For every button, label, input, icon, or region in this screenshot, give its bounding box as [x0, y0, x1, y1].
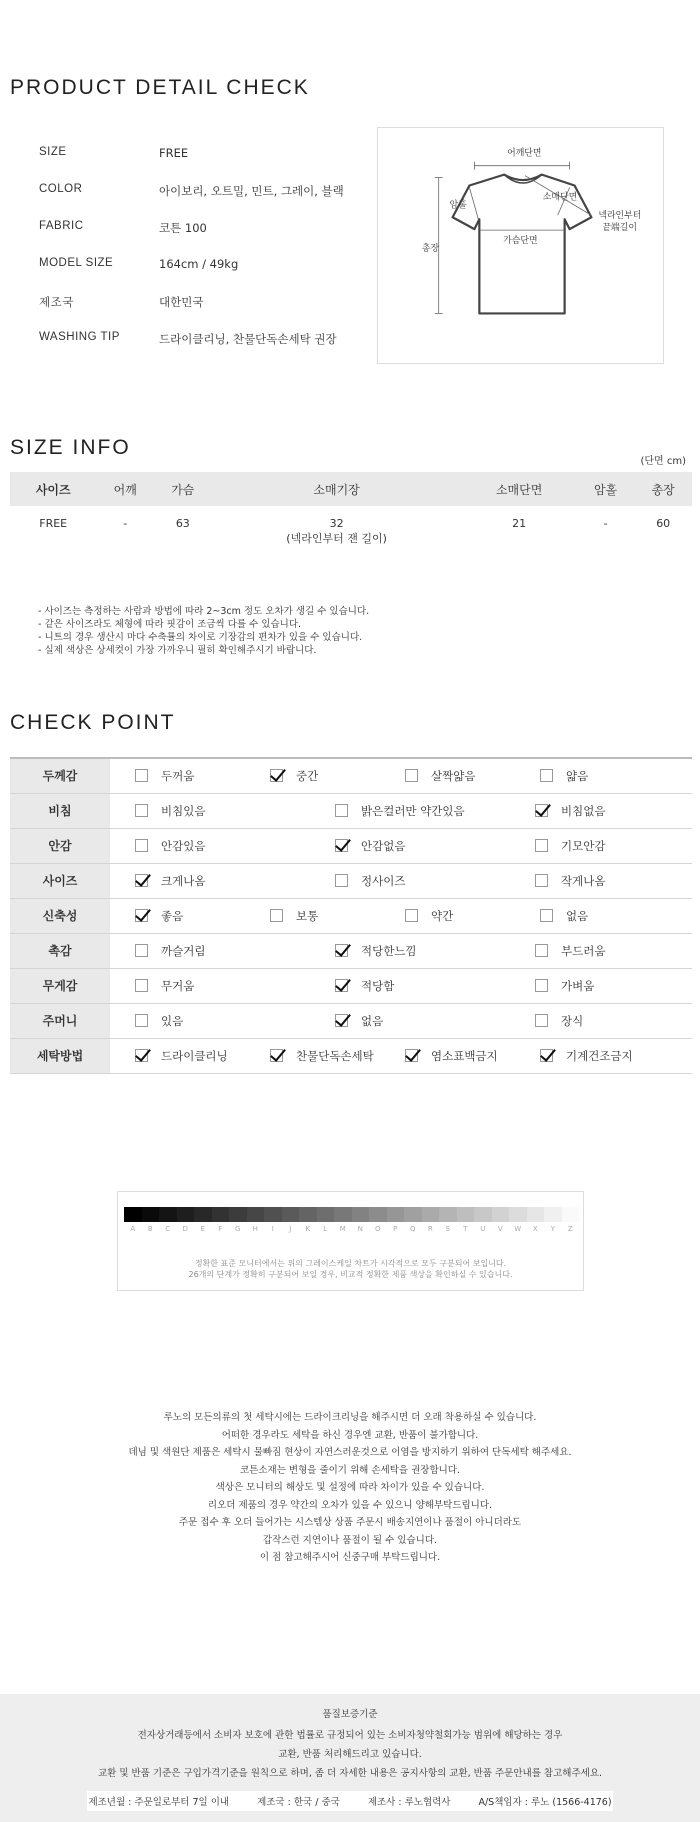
check-option[interactable] [535, 873, 605, 889]
detail-row-model-size [39, 257, 369, 277]
detail-value: 아이보리, 오트밀, 민트, 그레이, 블랙 [159, 184, 344, 198]
size-header-length: 총장 [634, 472, 692, 506]
grayscale-swatch [404, 1207, 422, 1222]
grayscale-swatch [124, 1207, 142, 1222]
tshirt-measurement-diagram [377, 127, 664, 364]
check-option-label: 안감있음 [161, 838, 206, 853]
check-row [10, 1003, 692, 1038]
check-option-label: 없음 [361, 1013, 384, 1028]
grayscale-letter: J [289, 1225, 292, 1233]
check-option[interactable] [135, 838, 205, 854]
size-notes [38, 605, 369, 657]
footer-manufacturer: 제조사 : 루노협력사 [367, 1797, 451, 1808]
check-row-label: 촉감 [10, 933, 110, 968]
check-row [10, 933, 692, 968]
grayscale-letter: F [218, 1225, 223, 1233]
grayscale-letter: R [427, 1225, 433, 1233]
checkbox-empty-icon[interactable] [535, 1014, 548, 1027]
check-option-label: 장식 [561, 1013, 584, 1028]
table-row [10, 506, 692, 556]
grayscale-swatch [247, 1207, 265, 1222]
check-option[interactable] [405, 768, 475, 784]
grayscale-caption-line: 26개의 단계가 정확히 구분되어 보일 경우, 비교적 정확한 제품 색상을 확인하실 수 있습니다. [188, 1270, 513, 1279]
grayscale-letter: H [252, 1225, 258, 1233]
grayscale-letter: A [130, 1225, 136, 1233]
grayscale-swatch [299, 1207, 317, 1222]
size-note: - 같은 사이즈라도 체형에 따라 핏감이 조금씩 다를 수 있습니다. [38, 619, 302, 630]
checkbox-empty-icon[interactable] [135, 804, 148, 817]
size-header-sleeve-width: 소매단면 [462, 472, 577, 506]
detail-label: 제조국 [39, 297, 74, 309]
check-row-options [110, 1038, 692, 1073]
check-row-label: 사이즈 [10, 863, 110, 898]
check-row [10, 758, 692, 793]
checkbox-empty-icon[interactable] [405, 909, 418, 922]
footer-line: 교환 및 반품 기준은 구입가격기준을 원칙으로 하며, 좀 더 자세한 내용은 공지사항의 교환, 반품 주문안내를 참고해주세요. [97, 1768, 603, 1779]
grayscale-caption [118, 1258, 583, 1280]
check-option[interactable] [135, 1013, 183, 1029]
grayscale-caption-line: 정확한 표준 모니터에서는 위의 그레이스케일 차트가 시각적으로 모두 구분되어 보입니다. [194, 1259, 507, 1268]
checkbox-empty-icon[interactable] [540, 909, 553, 922]
grayscale-letter: M [339, 1225, 346, 1233]
footer-as-contact: A/S책임자 : 루노 (1566-4176) [478, 1797, 612, 1808]
check-row-options [110, 793, 692, 828]
grayscale-letter: T [463, 1225, 468, 1233]
check-option-label: 살짝얇음 [431, 768, 476, 783]
check-option-label: 얇음 [566, 768, 589, 783]
check-option[interactable] [335, 838, 405, 854]
grayscale-letter: B [147, 1225, 153, 1233]
checkbox-empty-icon[interactable] [135, 979, 148, 992]
grayscale-letter: L [323, 1225, 328, 1233]
grayscale-letter: P [393, 1225, 398, 1233]
care-line: 색상은 모니터의 해상도 및 설정에 따라 차이가 있을 수 있습니다. [215, 1482, 485, 1493]
checkbox-empty-icon[interactable] [135, 839, 148, 852]
check-row [10, 828, 692, 863]
check-point-title: CHECK POINT [10, 711, 176, 734]
grayscale-letter: I [271, 1225, 274, 1233]
check-row-label: 안감 [10, 828, 110, 863]
detail-value: 드라이클리닝, 찬물단독손세탁 권장 [159, 332, 337, 346]
size-note: - 사이즈는 측정하는 사람과 방법에 따라 2~3cm 정도 오차가 생길 수 있습니다. [38, 606, 370, 617]
check-option-label: 염소표백금지 [431, 1048, 498, 1063]
check-option[interactable] [535, 1013, 583, 1029]
check-option[interactable] [405, 1048, 498, 1064]
grayscale-letter: Q [409, 1225, 416, 1233]
check-option[interactable] [540, 908, 588, 924]
grayscale-letter: S [445, 1225, 450, 1233]
chest-cell: 63 [175, 517, 190, 530]
grayscale-letter: W [514, 1225, 522, 1233]
check-option-label: 보통 [296, 908, 319, 923]
checkbox-empty-icon[interactable] [135, 944, 148, 957]
check-option[interactable] [135, 803, 205, 819]
diagram-label-sleeve-width: 소매단면 [542, 192, 578, 203]
grayscale-swatch [317, 1207, 335, 1222]
detail-row-washing [39, 331, 369, 351]
check-option-label: 가벼움 [561, 978, 595, 993]
size-table-header [10, 472, 692, 506]
sleeve-length-cell [212, 506, 462, 556]
care-line: 코튼소재는 변형을 줄이기 위해 손세탁을 권장합니다. [239, 1464, 460, 1476]
grayscale-swatch [439, 1207, 457, 1222]
detail-row-fabric [39, 220, 369, 240]
check-option-label: 없음 [566, 908, 589, 923]
care-line: 리오더 제품의 경우 약간의 오차가 있을 수 있으니 양해부탁드립니다. [207, 1499, 493, 1511]
check-option[interactable] [135, 1048, 228, 1064]
check-option-label: 무거움 [161, 978, 195, 993]
grayscale-swatch [194, 1207, 212, 1222]
grayscale-letter: N [357, 1225, 363, 1233]
check-option[interactable] [405, 908, 453, 924]
check-row-options [110, 1003, 692, 1038]
check-option[interactable] [535, 838, 605, 854]
footer-text [0, 1726, 700, 1783]
detail-value: 대한민국 [159, 295, 204, 309]
check-option[interactable] [135, 943, 205, 959]
check-option-label: 기모안감 [561, 838, 606, 853]
grayscale-letter: K [305, 1225, 311, 1233]
diagram-label-chest: 가슴단면 [503, 236, 538, 247]
check-option-label: 있음 [161, 1013, 184, 1028]
grayscale-letter: E [200, 1225, 205, 1233]
checkbox-empty-icon[interactable] [535, 944, 548, 957]
check-row-options [110, 828, 692, 863]
checkbox-empty-icon[interactable] [335, 804, 348, 817]
sleeve-length-note: (넥라인부터 잰 길이) [286, 532, 387, 545]
sleeve-length-value: 32 [329, 517, 344, 530]
grayscale-swatch [492, 1207, 510, 1222]
detail-row-color [39, 183, 369, 203]
check-option[interactable] [135, 908, 183, 924]
detail-label: FABRIC [39, 220, 84, 232]
care-line: 루노의 모든의류의 첫 세탁시에는 드라이크리닝을 해주시면 더 오래 착용하실 수 있습니다. [163, 1412, 537, 1423]
checkbox-empty-icon[interactable] [540, 769, 553, 782]
check-option[interactable] [135, 768, 194, 784]
detail-row-size [39, 146, 369, 166]
check-row-label: 주머니 [10, 1003, 110, 1038]
grayscale-swatch [527, 1207, 545, 1222]
check-option-label: 기계건조금지 [566, 1048, 633, 1063]
size-table [10, 472, 692, 556]
checkbox-checked-icon[interactable] [270, 769, 283, 782]
grayscale-letters [124, 1225, 579, 1233]
check-row-label: 두께감 [10, 758, 110, 793]
grayscale-swatch [387, 1207, 405, 1222]
check-option-label: 작게나옴 [561, 873, 606, 888]
checkbox-checked-icon[interactable] [335, 1014, 348, 1027]
checkbox-checked-icon[interactable] [535, 804, 548, 817]
check-row [10, 793, 692, 828]
check-option[interactable] [335, 943, 417, 959]
check-row-label: 비침 [10, 793, 110, 828]
footer-line: 전자상거래등에서 소비자 보호에 관한 법률로 규정되어 있는 소비자청약철회가능 범위에 해당하는 경우 [137, 1730, 563, 1741]
check-option-label: 적당한느낌 [361, 943, 417, 958]
size-header-chest: 가슴 [154, 472, 212, 506]
grayscale-swatch [212, 1207, 230, 1222]
grayscale-swatch [177, 1207, 195, 1222]
grayscale-letter: O [374, 1225, 381, 1233]
checkbox-empty-icon[interactable] [335, 874, 348, 887]
checkbox-empty-icon[interactable] [135, 1014, 148, 1027]
diagram-label-shoulder: 어깨단면 [507, 148, 542, 159]
grayscale-swatch [544, 1207, 562, 1222]
care-notice [0, 1409, 700, 1567]
shoulder-cell: - [123, 517, 128, 530]
quality-guarantee-footer [0, 1694, 700, 1822]
diagram-label-length: 총장 [421, 243, 440, 254]
diagram-label-sleeve-length-2: 끝端길이 [602, 223, 638, 234]
detail-label: MODEL SIZE [39, 257, 114, 269]
check-row [10, 1038, 692, 1073]
check-row-label: 세탁방법 [10, 1038, 110, 1073]
check-option-label: 비침없음 [561, 803, 606, 818]
check-option[interactable] [335, 1013, 383, 1029]
length-cell: 60 [656, 517, 671, 530]
check-option-label: 부드러움 [561, 943, 606, 958]
check-row-options [110, 863, 692, 898]
check-option-label: 안감없음 [361, 838, 406, 853]
size-info-title: SIZE INFO [10, 436, 131, 459]
check-row [10, 968, 692, 1003]
grayscale-letter: D [182, 1225, 188, 1233]
footer-country: 제조국 : 한국 / 중국 [257, 1797, 340, 1808]
grayscale-strip [124, 1207, 579, 1222]
checkbox-checked-icon[interactable] [135, 909, 148, 922]
size-header-armhole: 암홀 [577, 472, 635, 506]
checkbox-checked-icon[interactable] [335, 839, 348, 852]
grayscale-swatch [229, 1207, 247, 1222]
check-row-label: 무게감 [10, 968, 110, 1003]
detail-value: 코튼 100 [159, 221, 207, 235]
size-header-sleeve-length: 소매기장 [212, 472, 462, 506]
check-option[interactable] [270, 908, 318, 924]
check-row-options [110, 758, 692, 793]
footer-manufacture-date: 제조년월 : 주문일로부터 7일 이내 [88, 1797, 230, 1808]
grayscale-swatch [562, 1207, 580, 1222]
checkbox-checked-icon[interactable] [270, 1049, 283, 1062]
grayscale-letter: U [480, 1225, 486, 1233]
check-option-label: 약간 [431, 908, 454, 923]
grayscale-letter: G [235, 1225, 241, 1233]
grayscale-swatch [474, 1207, 492, 1222]
check-option-label: 드라이클리닝 [161, 1048, 228, 1063]
checkbox-empty-icon[interactable] [270, 909, 283, 922]
check-row-options [110, 933, 692, 968]
grayscale-swatch [264, 1207, 282, 1222]
size-note: - 니트의 경우 생산시 마다 수축률의 차이로 기장감의 편차가 있을 수 있습니다. [38, 632, 363, 643]
checkbox-checked-icon[interactable] [540, 1049, 553, 1062]
check-option[interactable] [540, 1048, 633, 1064]
armhole-cell: - [603, 517, 608, 530]
size-note: - 실제 색상은 상세컷이 가장 가까우니 필히 확인해주시기 바랍니다. [38, 645, 317, 656]
grayscale-swatch [369, 1207, 387, 1222]
grayscale-letter: C [165, 1225, 171, 1233]
diagram-label-armhole: 암홀 [449, 200, 467, 211]
grayscale-letter: Z [567, 1225, 573, 1233]
grayscale-letter: V [497, 1225, 503, 1233]
check-row-label: 신축성 [10, 898, 110, 933]
product-detail-title: PRODUCT DETAIL CHECK [10, 76, 310, 99]
grayscale-swatch [422, 1207, 440, 1222]
check-option-label: 좋음 [161, 908, 184, 923]
check-option-label: 정사이즈 [361, 873, 406, 888]
sleeve-width-cell: 21 [512, 517, 527, 530]
check-option-label: 중간 [296, 768, 319, 783]
detail-value: FREE [159, 146, 189, 160]
care-line: 데님 및 색원단 제품은 세탁시 물빠짐 현상이 자연스러운것으로 이염을 방지하기 위하여 단독세탁 해주세요. [128, 1447, 572, 1458]
care-line: 어떠한 경우라도 세탁을 하신 경우엔 교환, 반품이 불가합니다. [221, 1429, 479, 1441]
checkbox-empty-icon[interactable] [405, 769, 418, 782]
check-option[interactable] [335, 978, 394, 994]
size-header-shoulder: 어깨 [96, 472, 154, 506]
check-option-label: 찬물단독손세탁 [296, 1048, 374, 1063]
footer-line: 교환, 반품 처리해드리고 있습니다. [278, 1749, 422, 1760]
check-row [10, 898, 692, 933]
diagram-label-sleeve-length: 넥라인부터 [598, 211, 642, 222]
footer-title: 품질보증기준 [322, 1709, 378, 1720]
size-cell: FREE [39, 517, 68, 530]
care-line: 이 점 참고해주시어 신중구매 부탁드립니다. [259, 1552, 441, 1563]
check-option[interactable] [535, 803, 605, 819]
footer-info-box [87, 1791, 613, 1811]
check-option-label: 적당함 [361, 978, 395, 993]
check-option[interactable] [270, 768, 318, 784]
grayscale-swatch [159, 1207, 177, 1222]
checkbox-empty-icon[interactable] [135, 769, 148, 782]
tshirt-diagram-svg [378, 128, 663, 363]
check-option[interactable] [535, 978, 594, 994]
checkbox-checked-icon[interactable] [335, 979, 348, 992]
checkbox-empty-icon[interactable] [535, 839, 548, 852]
check-option-label: 크게나옴 [161, 873, 206, 888]
detail-label: SIZE [39, 146, 67, 158]
unit-note: (단면 cm) [640, 456, 686, 467]
detail-label: COLOR [39, 183, 83, 195]
check-option-label: 밝은컬러만 약간있음 [361, 803, 465, 818]
grayscale-swatch [457, 1207, 475, 1222]
checkbox-checked-icon[interactable] [135, 1049, 148, 1062]
grayscale-swatch [142, 1207, 160, 1222]
grayscale-swatch [509, 1207, 527, 1222]
grayscale-letter: X [532, 1225, 538, 1233]
detail-row-origin [39, 294, 369, 314]
checkbox-checked-icon[interactable] [135, 874, 148, 887]
checkbox-empty-icon[interactable] [535, 979, 548, 992]
check-row-options [110, 898, 692, 933]
grayscale-swatch [352, 1207, 370, 1222]
checkbox-checked-icon[interactable] [405, 1049, 418, 1062]
size-header-size: 사이즈 [10, 472, 96, 506]
check-point-table [10, 757, 692, 1074]
check-option-label: 두꺼움 [161, 768, 195, 783]
check-option[interactable] [270, 1048, 374, 1064]
care-line: 갑작스런 지연이나 품절이 될 수 있습니다. [262, 1534, 438, 1546]
grayscale-swatch [334, 1207, 352, 1222]
check-option-label: 까슬거림 [161, 943, 206, 958]
check-option[interactable] [335, 873, 405, 889]
check-option-label: 비침있음 [161, 803, 206, 818]
check-option[interactable] [335, 803, 465, 819]
check-row [10, 863, 692, 898]
care-line: 주문 접수 후 오더 들어가는 시스템상 상품 주문시 배송지연이나 품절이 아니더라도 [178, 1517, 522, 1528]
detail-label: WASHING TIP [39, 331, 120, 343]
grayscale-chart [117, 1191, 584, 1291]
check-option[interactable] [135, 978, 194, 994]
check-option[interactable] [540, 768, 588, 784]
grayscale-swatch [282, 1207, 300, 1222]
check-option[interactable] [135, 873, 205, 889]
check-row-options [110, 968, 692, 1003]
checkbox-checked-icon[interactable] [335, 944, 348, 957]
checkbox-empty-icon[interactable] [535, 874, 548, 887]
grayscale-letter: Y [550, 1225, 555, 1233]
detail-value: 164cm / 49kg [159, 257, 239, 271]
check-option[interactable] [535, 943, 605, 959]
